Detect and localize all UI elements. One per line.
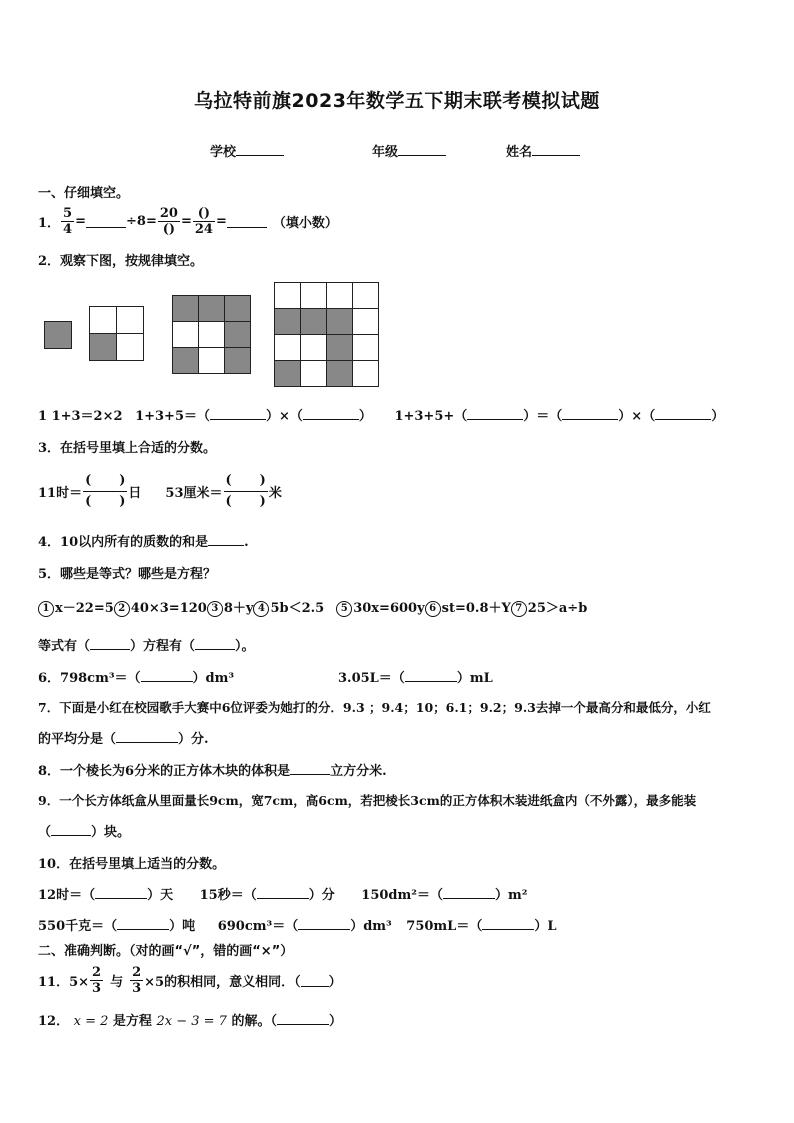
pattern-grid-4-cell [326, 334, 353, 361]
q10-r2-c-unit: ）L [534, 919, 557, 934]
question-9-line-1: 9．一个长方体纸盒从里面量长9cm，宽7cm，高6cm，若把棱长3cm的正方体积木装进纸盒内（不外露），最多能装 [38, 793, 697, 808]
name-blank[interactable] [532, 142, 580, 156]
pattern-grid-4-cell [352, 334, 379, 361]
question-6-b [338, 667, 493, 686]
q9-open: （ [38, 825, 52, 840]
question-12 [38, 1010, 342, 1029]
q10-r1-c-unit: ）m² [494, 888, 528, 903]
q2-close-2: ） [711, 409, 725, 424]
q2-part-b: 1+3+5＝（ [135, 409, 210, 424]
q11-end: ） [328, 974, 342, 990]
question-4 [38, 531, 249, 550]
q2-blank-5[interactable] [655, 406, 711, 420]
question-8 [38, 760, 387, 779]
question-2-text: 2．观察下图，按规律填空。 [38, 254, 204, 269]
q5-expression-text: 40×3=120 [130, 601, 207, 616]
pattern-grid-2-cell [89, 333, 117, 361]
question-10-text: 10．在括号里填上适当的分数。 [38, 857, 226, 872]
q5-circled-number: 5 [336, 601, 352, 617]
name-field [506, 141, 580, 160]
pattern-grid-4-cell [352, 308, 379, 335]
q5-expression [114, 601, 207, 616]
q3-a-fraction[interactable]: $\frac{( )}{( )}$ [85, 472, 126, 509]
q10-r1-c: 150dm²＝（ [361, 888, 443, 903]
school-label: 学校 [210, 145, 237, 160]
q1-note: （填小数） [272, 215, 338, 231]
q5-expression [511, 601, 588, 616]
q2-times-1: ）×（ [266, 409, 303, 424]
q3-a-unit: 日 [128, 485, 142, 501]
q5-expression [336, 601, 424, 616]
q11-rest: ×5的积相同，意义相同．（ [144, 974, 301, 990]
school-blank[interactable] [236, 142, 284, 156]
pattern-grid-4-cell [274, 334, 301, 361]
pattern-grid-3-cell [172, 321, 199, 348]
question-1 [38, 204, 338, 238]
q5-expression-text: 8＋y [223, 601, 254, 616]
q1-fraction-a: $\frac{5}{4}$ [63, 205, 73, 237]
q8-text-b: 立方分米. [330, 764, 387, 779]
q12-mid: 是方程 [112, 1014, 152, 1029]
q11-fraction-b: $\frac{2}{3}$ [132, 964, 142, 996]
q4-blank[interactable] [208, 532, 244, 546]
section-1-heading: 一、仔细填空。 [38, 186, 130, 201]
q3-b-left: 53厘米＝ [165, 485, 223, 501]
pattern-grid-1-cell [44, 321, 72, 349]
q5-answer-line [38, 635, 255, 654]
pattern-grid-2-cell [116, 306, 144, 334]
q9-text-b: ）块。 [91, 825, 131, 840]
q10-r2-a: 550千克＝（ [38, 919, 118, 934]
q6-blank-2[interactable] [405, 668, 457, 682]
q3-b-fraction[interactable]: $\frac{( )}{( )}$ [225, 472, 266, 509]
pattern-grid-3-cell [198, 321, 225, 348]
q1-equals-3: = [215, 213, 227, 229]
q9-blank[interactable] [51, 822, 91, 836]
q10-r2-c: 750mL＝（ [406, 919, 483, 934]
q1-equals-1: = [75, 213, 86, 229]
pattern-grid-2-cell [89, 306, 117, 334]
q12-solution: x = 2 [73, 1014, 109, 1029]
q6-b-unit: ）mL [456, 671, 493, 686]
q1-blank-2[interactable] [227, 214, 267, 228]
q1-fraction-c: $\frac{()}{24}$ [194, 205, 213, 237]
pattern-grid-4-cell [326, 282, 353, 309]
q2-part-c: 1+3+5+（ [394, 409, 468, 424]
section-2-heading: 二、准确判断。（对的画“√”，错的画“×”） [38, 944, 294, 959]
q12-rest: 的解。（ [231, 1014, 277, 1029]
pattern-grid-3-cell [224, 295, 251, 322]
q8-text-a: 8．一个棱长为6分米的正方体木块的体积是 [38, 764, 291, 779]
q12-number: 12． [38, 1014, 70, 1029]
pattern-grid-4-cell [300, 308, 327, 335]
q11-start: 11．5× [38, 974, 90, 990]
q10-r2-b: 690cm³＝（ [217, 919, 299, 934]
q1-divide: ÷8= [126, 213, 157, 229]
question-6-a [38, 667, 234, 686]
q5-equation-label: 等式有（ [38, 639, 91, 654]
pattern-grid-4-cell [274, 360, 301, 387]
q11-and: 与 [110, 974, 124, 990]
q12-equation: 2x − 3 = 7 [156, 1014, 227, 1029]
q5-circled-number: 7 [511, 601, 527, 617]
q5-formula-label: ）方程有（ [130, 639, 196, 654]
pattern-grid-4-cell [274, 282, 301, 309]
q5-expression-text: st=0.8＋Y [441, 601, 511, 616]
q6-a-text: 6．798cm³＝（ [38, 671, 141, 686]
q2-blank-1[interactable] [210, 406, 266, 420]
q5-expression-text: 30x=600y [353, 601, 425, 616]
q12-end: ） [328, 1014, 342, 1029]
q10-blank-1[interactable] [95, 885, 147, 899]
question-2-answer-line [38, 405, 724, 424]
pattern-grid-3-cell [172, 295, 199, 322]
pattern-grid-4-cell [274, 308, 301, 335]
pattern-grid-3-cell [224, 347, 251, 374]
q10-r1-a-unit: ）天 [147, 888, 174, 903]
pattern-grid-3-cell [198, 295, 225, 322]
q10-blank-4[interactable] [117, 916, 169, 930]
question-3-items [38, 467, 282, 515]
pattern-grid-3-cell [198, 347, 225, 374]
pattern-grid-4-cell [326, 308, 353, 335]
q1-blank-1[interactable] [86, 214, 126, 228]
q7-text-b: ）分. [178, 732, 209, 747]
pattern-grid-3-cell [224, 321, 251, 348]
pattern-grid-4-cell [352, 360, 379, 387]
q5-expression [425, 601, 511, 616]
q6-blank-1[interactable] [141, 668, 193, 682]
q2-times-2: ）×（ [618, 409, 656, 424]
q5-circled-number: 3 [207, 601, 223, 617]
pattern-grid-2-cell [116, 333, 144, 361]
pattern-grid-4-cell [326, 360, 353, 387]
q5-end: ）。 [235, 639, 255, 654]
q5-expression [253, 601, 324, 616]
page-title: 乌拉特前旗2023年数学五下期末联考模拟试题 [194, 90, 600, 112]
pattern-grid-4-cell [352, 282, 379, 309]
q5-expression-text: 5b＜2.5 [270, 601, 325, 616]
q5-expression-text: 25＞a÷b [527, 601, 588, 616]
q5-circled-number: 2 [114, 601, 130, 617]
pattern-grid-4-cell [300, 334, 327, 361]
q10-r2-a-unit: ）吨 [169, 919, 196, 934]
q2-blank-4[interactable] [562, 406, 618, 420]
q7-blank[interactable] [116, 729, 178, 743]
school-field [210, 141, 284, 160]
grade-field [372, 141, 446, 160]
q5-circled-number: 1 [38, 601, 54, 617]
q1-number: 1． [38, 215, 61, 231]
q10-blank-2[interactable] [257, 885, 309, 899]
q8-blank[interactable] [290, 761, 330, 775]
q10-r1-b: 15秒＝（ [199, 888, 257, 903]
q6-b-text: 3.05L＝（ [338, 671, 405, 686]
q2-close-1: ） [358, 409, 372, 424]
q10-blank-3[interactable] [443, 885, 495, 899]
pattern-grid-4-cell [300, 360, 327, 387]
q3-b-unit: 米 [268, 485, 282, 501]
q10-row-2 [38, 915, 556, 934]
q5-expression-text: x－22=5 [55, 601, 114, 616]
q2-blank-2[interactable] [303, 406, 359, 420]
q2-example: 1 1+3＝2×2 [38, 409, 123, 424]
q2-blank-3[interactable] [467, 406, 523, 420]
q11-blank[interactable] [301, 973, 329, 987]
q10-blank-5[interactable] [298, 916, 350, 930]
q5-expression [207, 601, 254, 616]
q5-circled-number: 6 [425, 601, 441, 617]
q5-expressions [38, 597, 587, 617]
q7-text-a: 的平均分是（ [38, 732, 117, 747]
question-7-line-1: 7．下面是小红在校园歌手大赛中6位评委为她打的分．9.3 ；9.4；10；6.1；9.2；9.3去掉一个最高分和最低分，小红 [38, 700, 711, 715]
question-7-line-2 [38, 728, 209, 747]
q1-equals-2: = [180, 213, 192, 229]
q3-a-left: 11时＝ [38, 485, 83, 501]
q10-r1-a: 12时＝（ [38, 888, 96, 903]
q5-expression [38, 601, 114, 616]
q4-text: 4．10以内所有的质数的和是 [38, 535, 209, 550]
pattern-grid-4-cell [300, 282, 327, 309]
grade-blank[interactable] [398, 142, 446, 156]
question-5-text: 5．哪些是等式？哪些是方程？ [38, 567, 217, 582]
q12-blank[interactable] [277, 1011, 329, 1025]
q10-r2-b-unit: ）dm³ [350, 919, 392, 934]
q2-equals: ）＝（ [523, 409, 563, 424]
question-3-text: 3．在括号里填上合适的分数。 [38, 441, 217, 456]
q5-circled-number: 4 [253, 601, 269, 617]
question-9-line-2 [38, 821, 130, 840]
q10-r1-b-unit: ）分 [308, 888, 335, 903]
q5-blank-2[interactable] [195, 636, 235, 650]
q6-a-unit: ）dm³ [192, 671, 235, 686]
q10-blank-6[interactable] [482, 916, 534, 930]
name-label: 姓名 [506, 145, 533, 160]
q1-fraction-b: $\frac{20}{()}$ [159, 205, 178, 237]
pattern-grid-3-cell [172, 347, 199, 374]
q4-end: . [244, 535, 249, 550]
q11-fraction-a: $\frac{2}{3}$ [92, 964, 102, 996]
q5-blank-1[interactable] [90, 636, 130, 650]
grade-label: 年级 [372, 145, 399, 160]
q10-row-1 [38, 884, 527, 903]
question-11 [38, 962, 342, 998]
